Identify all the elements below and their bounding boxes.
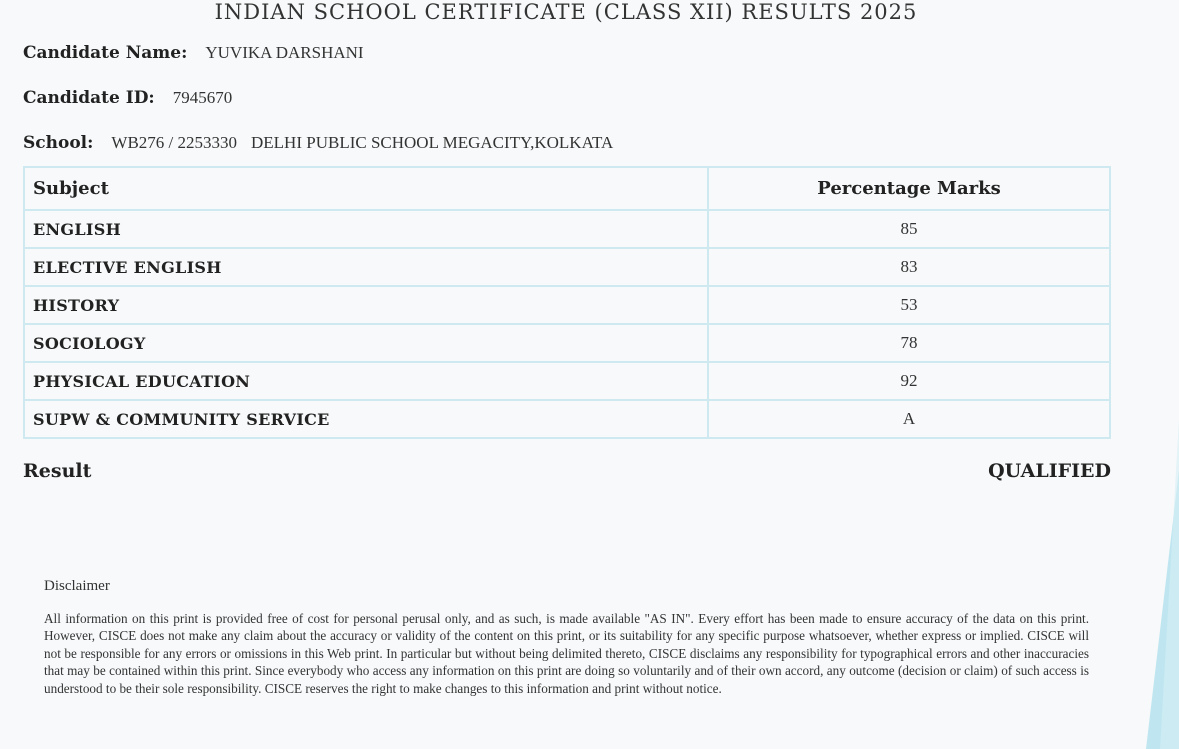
table-row xyxy=(24,362,1110,400)
marks-cell: 78 xyxy=(708,324,1110,362)
subject-header: Subject xyxy=(24,167,708,210)
school-row xyxy=(23,132,613,154)
marks-cell: 83 xyxy=(708,248,1110,286)
table-row xyxy=(24,248,1110,286)
candidate-name-row xyxy=(23,42,364,64)
subject-cell: HISTORY xyxy=(24,286,708,324)
result-row xyxy=(23,459,1111,483)
table-row xyxy=(24,210,1110,248)
school-name: DELHI PUBLIC SCHOOL MEGACITY,KOLKATA xyxy=(251,133,614,152)
marks-cell: 85 xyxy=(708,210,1110,248)
marks-cell: 53 xyxy=(708,286,1110,324)
candidate-id-row xyxy=(23,87,232,109)
subject-cell: ENGLISH xyxy=(24,210,708,248)
disclaimer-title: Disclaimer xyxy=(44,578,110,594)
marks-cell: A xyxy=(708,400,1110,438)
results-table xyxy=(23,166,1111,439)
marks-cell: 92 xyxy=(708,362,1110,400)
subject-cell: SOCIOLOGY xyxy=(24,324,708,362)
table-row xyxy=(24,324,1110,362)
candidate-name-label: Candidate Name: xyxy=(23,43,188,63)
result-value: QUALIFIED xyxy=(988,460,1111,482)
table-header-row xyxy=(24,167,1110,210)
table-row xyxy=(24,286,1110,324)
candidate-name-value: YUVIKA DARSHANI xyxy=(205,43,364,62)
school-code: WB276 / 2253330 xyxy=(111,133,238,152)
disclaimer-text: All information on this print is provided free of cost for personal perusal only, and as such, is made available "AS IN". Every effort has been made to ensure accuracy of the data on this print. However, CISCE does not make any claim about the accuracy or validity of the content on this print, or its suitability for any specific purpose whatsoever, whether express or implied. CISCE will not be responsible for any errors or omissions in this Web print. In particular but without being delimited thereto, CISCE disclaims any responsibility for typographical errors and other inaccuracies that may be contained within this print. Since everybody who access any information on this print are doing so voluntarily and of their own accord, any outcome (decision or claim) of such access is understood to be their sole responsibility. CISCE reserves the right to make changes to this information and print without notice. xyxy=(44,611,1089,696)
subject-cell: PHYSICAL EDUCATION xyxy=(24,362,708,400)
table-row xyxy=(24,400,1110,438)
page-title: INDIAN SCHOOL CERTIFICATE (CLASS XII) RESULTS 2025 xyxy=(214,0,918,24)
subject-cell: SUPW & COMMUNITY SERVICE xyxy=(24,400,708,438)
school-label: School: xyxy=(23,133,94,153)
result-label: Result xyxy=(23,460,92,482)
candidate-id-value: 7945670 xyxy=(172,88,233,107)
marks-header: Percentage Marks xyxy=(708,167,1110,210)
subject-cell: ELECTIVE ENGLISH xyxy=(24,248,708,286)
candidate-id-label: Candidate ID: xyxy=(23,88,155,108)
